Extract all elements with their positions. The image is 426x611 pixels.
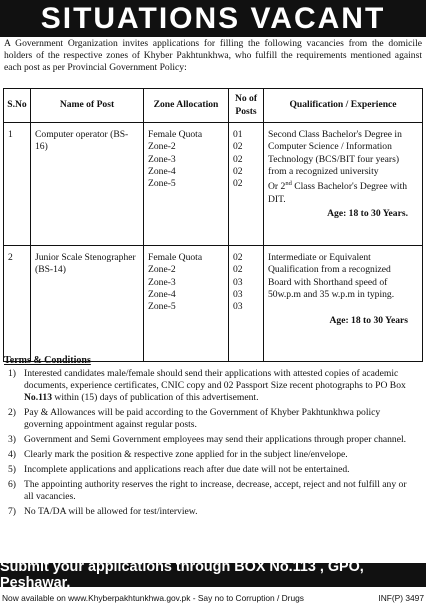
zone-item: Female Quota (148, 252, 203, 263)
post-count: 02 (233, 165, 243, 177)
row-counts (229, 246, 264, 362)
term-text: Interested candidates male/female should send their applications with attested copies of academic documents, experience certificates, CNIC copy and 02 Passport Size recent photographs to PO Box (24, 368, 406, 391)
post-count: 03 (233, 276, 243, 288)
header-sno: S.No (4, 89, 31, 123)
footer-website-note: Now available on www.Khyberpakhtunkhwa.gov.pk - Say no to Corruption / Drugs (2, 593, 304, 603)
qualification-line: 50w.p.m and 35 w.p.m in typing. (268, 288, 395, 300)
term-number: 6) (8, 479, 16, 490)
qualification-line: Board with Shorthand speed of (268, 276, 388, 288)
post-count: 01 (233, 129, 243, 140)
qualification-or-pre: Or 2 (268, 181, 286, 193)
table-row (4, 123, 423, 246)
term-number: 7) (8, 506, 16, 517)
term-text-tail: within (15) days of publication of this advertisement. (52, 392, 259, 403)
page-title: SITUATIONS VACANT (0, 0, 426, 37)
term-number: 2) (8, 407, 16, 418)
term-item (8, 506, 418, 518)
table-row (4, 246, 423, 362)
term-text: Clearly mark the position & respective zone applied for in the subject line/envelope. (24, 449, 348, 460)
zone-item: Zone-4 (148, 165, 176, 177)
submit-banner: Submit your applications through BOX No.113 , GPO, Peshawar. (0, 563, 426, 587)
footer-reference: INF(P) 3497 (378, 593, 424, 603)
term-box-number: No.113 (24, 392, 52, 403)
zone-item: Zone-4 (148, 288, 176, 300)
qualification-line: Second Class Bachelor's Degree in (268, 129, 402, 140)
age-limit: Age: 18 to 30 Years. (327, 207, 408, 219)
intro-paragraph: A Government Organization invites applications for filling the following vacancies from the domicile holders of the respective zones of Khyber Pakhtunkhwa, who fulfill the requirements mentioned against each post as per Provincial Government Policy: (4, 38, 422, 73)
row-zones (144, 123, 229, 246)
terms-list (8, 368, 418, 521)
row-post: Junior Scale Stenographer (BS-14) (31, 246, 144, 362)
header-qualification: Qualification / Experience (264, 89, 423, 123)
post-count: 02 (233, 178, 243, 190)
qualification-line: DIT. (268, 193, 286, 205)
term-item (8, 464, 418, 476)
term-text: Government and Semi Government employees may send their applications through proper channel. (24, 434, 407, 445)
row-zones (144, 246, 229, 362)
term-text: No TA/DA will be allowed for test/interview. (24, 506, 198, 517)
row-sno: 2 (4, 246, 31, 362)
qualification-line: Intermediate or Equivalent (268, 252, 371, 263)
post-count: 02 (233, 141, 243, 153)
zone-item: Zone-3 (148, 276, 176, 288)
zone-item: Zone-2 (148, 264, 176, 276)
term-text: Pay & Allowances will be paid according to the Government of Khyber Pakhtunkhwa policy governing appointment against regular posts. (24, 407, 381, 430)
header-post: Name of Post (31, 89, 144, 123)
header-posts-line2: Posts (235, 105, 257, 117)
term-item (8, 368, 418, 404)
term-number: 4) (8, 449, 16, 460)
qualification-line: Qualification from a recognized (268, 264, 391, 276)
term-number: 5) (8, 464, 16, 475)
term-item (8, 407, 418, 431)
row-qualification (264, 246, 423, 362)
qualification-or-post: Class Bachelor's Degree with (291, 181, 408, 193)
term-number: 3) (8, 434, 16, 445)
row-qualification (264, 123, 423, 246)
qualification-or-line (268, 178, 418, 193)
qualification-line: Technology (BCS/BIT four years) (268, 153, 400, 165)
zone-item: Zone-2 (148, 141, 176, 153)
post-count: 03 (233, 301, 243, 313)
terms-title: Terms & Conditions (4, 355, 91, 366)
row-counts (229, 123, 264, 246)
qualification-or-sup: nd (285, 180, 292, 188)
post-count: 03 (233, 288, 243, 300)
term-item (8, 479, 418, 503)
header-posts-line1: No of (234, 93, 258, 105)
zone-item: Zone-3 (148, 153, 176, 165)
footer (2, 590, 424, 606)
header-zone: Zone Allocation (144, 89, 229, 123)
post-count: 02 (233, 264, 243, 276)
qualification-line: from a recognized university (268, 165, 379, 177)
age-limit: Age: 18 to 30 Years (329, 315, 408, 327)
header-posts (229, 89, 264, 123)
row-post: Computer operator (BS-16) (31, 123, 144, 246)
term-text: The appointing authority reserves the right to increase, decrease, accept, reject and not fulfill any or all vacancies. (24, 479, 407, 502)
term-item (8, 434, 418, 446)
post-count: 02 (233, 252, 243, 263)
term-item (8, 449, 418, 461)
zone-item: Zone-5 (148, 178, 176, 190)
term-number: 1) (8, 368, 16, 379)
post-count: 02 (233, 153, 243, 165)
table-header-row (4, 89, 423, 123)
zone-item: Zone-5 (148, 301, 176, 313)
row-sno: 1 (4, 123, 31, 246)
vacancy-table (3, 88, 423, 362)
zone-item: Female Quota (148, 129, 203, 140)
term-text: Incomplete applications and applications reach after due date will not be entertained. (24, 464, 350, 475)
qualification-line: Computer Science / Information (268, 141, 392, 153)
